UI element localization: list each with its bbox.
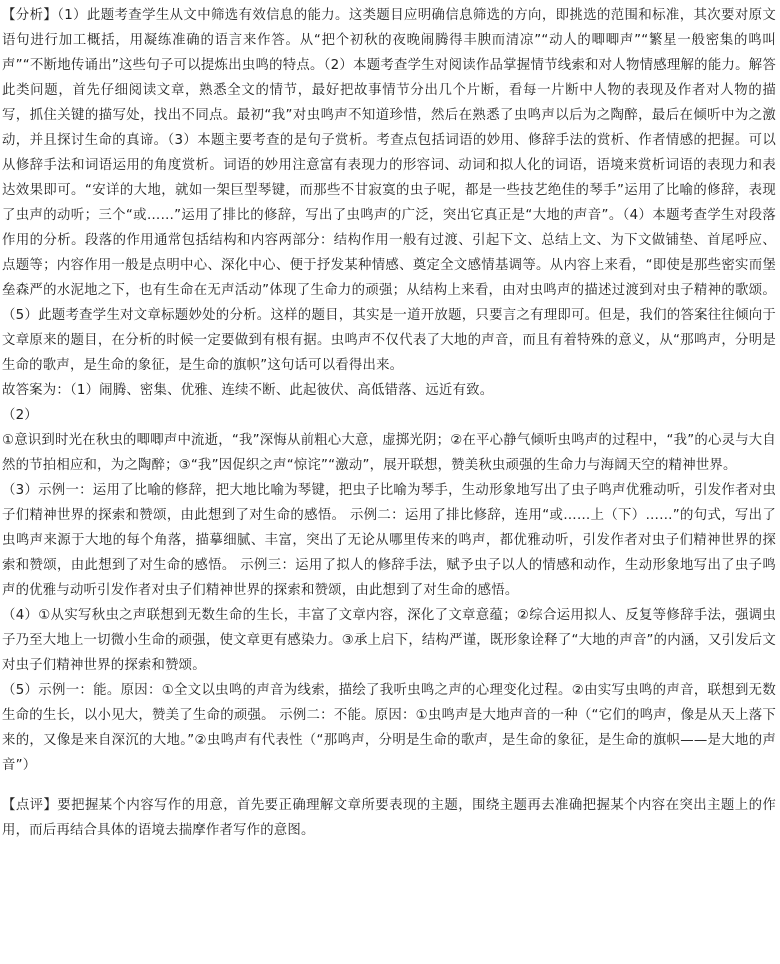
comment-paragraph: 【点评】要把握某个内容写作的用意，首先要正确理解文章所要表现的主题，围绕主题再去准确把握某个内容在突出主题上的作用，而后再结合具体的语境去揣摩作者写作的意图。 <box>2 798 776 838</box>
answer-2-text: ①意识到时光在秋虫的唧唧声中流逝，“我”深悔从前粗心大意，虚掷光阴；②在平心静气倾听虫鸣声的过程中，“我”的心灵与大自然的节拍相应和，为之陶醉；③“我”因促织之声“惊诧”“激动”，展开联想，赞美秋虫顽强的生命力与海阔天空的精神世界。 <box>2 433 776 473</box>
answer-4-text: （4）①从实写秋虫之声联想到无数生命的生长，丰富了文章内容，深化了文章意蕴；②综合运用拟人、反复等修辞手法，强调虫子乃至大地上一切微小生命的顽强，使文章更有感染力。③承上启下，结构严谨，既形象诠释了“大地的声音”的内涵，又引发后文对虫子们精神世界的探索和赞颂。 <box>2 608 776 673</box>
answer-2-label: （2） <box>2 408 38 423</box>
answer-5-text: （5）示例一：能。原因：①全文以虫鸣的声音为线索，描绘了我听虫鸣之声的心理变化过程。②由实写虫鸣的声音，联想到无数生命的生长，以小见大，赞美了生命的顽强。 示例二：不能。原因：①虫鸣声是大地声音的一种（“它们的鸣声，像是从天上落下来的，又像是来自深沉的大地。”②虫鸣声有代表性（“那鸣声，分明是生命的歌声，是生命的象征，是生命的旗帜——是大地的声音”） <box>2 683 776 773</box>
analysis-paragraph: 【分析】（1）此题考查学生从文中筛选有效信息的能力。这类题目应明确信息筛选的方向，即挑选的范围和标准，其次要对原文语句进行加工概括，用凝练准确的语言来作答。从“把个初秋的夜晚闹腾得丰腴而清凉”“动人的唧唧声”“繁星一般密集的鸣叫声”“不断地传诵出”这些句子可以提炼出虫鸣的特点。（2）本题考查学生对阅读作品掌握情节线索和对人物情感理解的能力。解答此类问题，首先仔细阅读文章，熟悉全文的情节，最好把故事情节分出几个片断，看每一片断中人物的表现及作者对人物的描写，抓住关键的描写处，找出不同点。最初“我”对虫鸣声不知道珍惜，然后在熟悉了虫鸣声以后为之陶醉，最后在倾听中为之激动，并且探讨生命的真谛。（3）本题主要考查的是句子赏析。考查点包括词语的妙用、修辞手法的赏析、作者情感的把握。可以从修辞手法和词语运用的角度赏析。词语的妙用注意富有表现力的形容词、动词和拟人化的词语，语境来赏析词语的表现力和表达效果即可。“安详的大地，就如一架巨型琴键，而那些不甘寂寞的虫子呢，都是一些技艺绝佳的琴手”运用了比喻的修辞，表现了虫声的动听；三个“或……”运用了排比的修辞，写出了虫鸣声的广泛，突出它真正是“大地的声音”。（4）本题考查学生对段落作用的分析。段落的作用通常包括结构和内容两部分：结构作用一般有过渡、引起下文、总结上文、为下文做铺垫、首尾呼应、点题等；内容作用一般是点明中心、深化中心、便于抒发某种情感、奠定全文感情基调等。从内容上来看，“即使是那些密实而堡垒森严的水泥地之下，也有生命在无声活动”体现了生命力的顽强；从结构上来看，由对虫鸣声的描述过渡到对虫子精神的歌颂。（5）此题考查学生对文章标题妙处的分析。这样的题目，其实是一道开放题，只要言之有理即可。但是，我们的答案往往倾向于文章原来的题目，在分析的时候一定要做到有根有据。虫鸣声不仅代表了大地的声音，而且有着特殊的意义，从“那鸣声，分明是生命的歌声，是生命的象征，是生命的旗帜”这句话可以看得出来。 <box>2 8 776 373</box>
answer-3-text: （3）示例一：运用了比喻的修辞，把大地比喻为琴键，把虫子比喻为琴手，生动形象地写出了虫子鸣声优雅动听，引发作者对虫子们精神世界的探索和赞颂，由此想到了对生命的感悟。 示例二：运用了排比修辞，连用“或……上（下）……”的句式，写出了虫鸣声来源于大地的每个角落，描摹细腻、丰富，突出了无论从哪里传来的鸣声，都优雅动听，引发作者对虫子们精神世界的探索和赞颂，由此想到了对生命的感悟。 示例三：运用了拟人的修辞手法，赋予虫子以人的情感和动作，生动形象地写出了虫子鸣声的优雅与动听引发作者对虫子们精神世界的探索和赞颂，由此想到了对生命的感悟。 <box>2 483 776 598</box>
answer-intro: 故答案为：（1）闹腾、密集、优雅、连续不断、此起彼伏、高低错落、远近有致。 <box>2 383 494 398</box>
